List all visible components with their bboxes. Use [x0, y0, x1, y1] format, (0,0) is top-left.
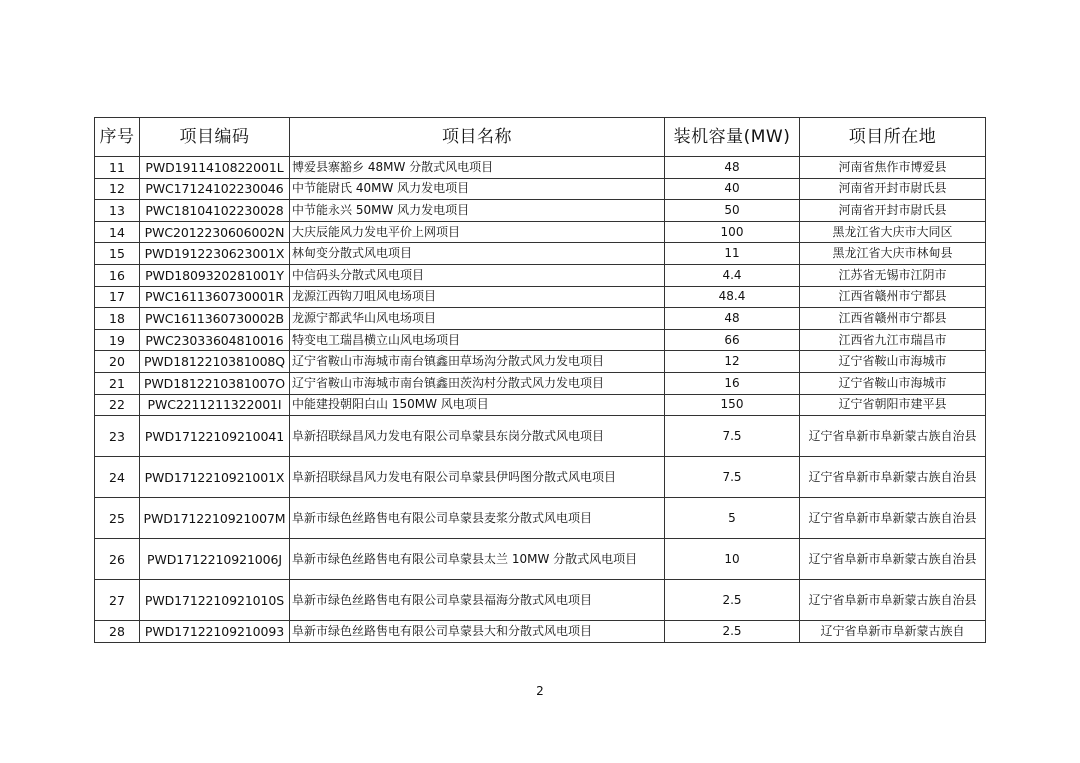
cell-index: 19 — [95, 329, 140, 351]
cell-project-name: 中节能尉氏 40MW 风力发电项目 — [290, 178, 665, 200]
cell-location: 辽宁省阜新市阜新蒙古族自治县 — [800, 539, 986, 580]
cell-capacity: 2.5 — [665, 621, 800, 643]
cell-location: 黑龙江省大庆市林甸县 — [800, 243, 986, 265]
table-row — [95, 351, 986, 373]
cell-index: 24 — [95, 457, 140, 498]
table-row — [95, 286, 986, 308]
table-header-row — [95, 118, 986, 157]
cell-index: 26 — [95, 539, 140, 580]
table-row — [95, 308, 986, 330]
table-row — [95, 394, 986, 416]
cell-capacity: 7.5 — [665, 416, 800, 457]
cell-location: 江西省九江市瑞昌市 — [800, 329, 986, 351]
cell-index: 28 — [95, 621, 140, 643]
cell-code: PWD1812210381007O — [140, 372, 290, 394]
cell-location: 辽宁省鞍山市海城市 — [800, 351, 986, 373]
cell-location: 江苏省无锡市江阴市 — [800, 264, 986, 286]
table-row — [95, 221, 986, 243]
cell-project-name: 中节能永兴 50MW 风力发电项目 — [290, 200, 665, 222]
cell-index: 13 — [95, 200, 140, 222]
cell-code: PWC18104102230028 — [140, 200, 290, 222]
cell-project-name: 中能建投朝阳白山 150MW 风电项目 — [290, 394, 665, 416]
cell-index: 18 — [95, 308, 140, 330]
cell-location: 江西省赣州市宁都县 — [800, 308, 986, 330]
cell-project-name: 阜新市绿色丝路售电有限公司阜蒙县太兰 10MW 分散式风电项目 — [290, 539, 665, 580]
cell-index: 23 — [95, 416, 140, 457]
cell-location: 河南省开封市尉氏县 — [800, 200, 986, 222]
cell-code: PWD17122109210041 — [140, 416, 290, 457]
cell-capacity: 12 — [665, 351, 800, 373]
cell-index: 16 — [95, 264, 140, 286]
cell-capacity: 150 — [665, 394, 800, 416]
cell-project-name: 特变电工瑞昌横立山风电场项目 — [290, 329, 665, 351]
project-table — [94, 117, 986, 643]
cell-capacity: 100 — [665, 221, 800, 243]
cell-project-name: 龙源江西钩刀咀风电场项目 — [290, 286, 665, 308]
cell-location: 辽宁省阜新市阜新蒙古族自治县 — [800, 498, 986, 539]
cell-project-name: 阜新市绿色丝路售电有限公司阜蒙县麦浆分散式风电项目 — [290, 498, 665, 539]
header-capacity: 装机容量(MW) — [665, 118, 800, 157]
header-index: 序号 — [95, 118, 140, 157]
table-row — [95, 329, 986, 351]
cell-capacity: 7.5 — [665, 457, 800, 498]
cell-code: PWD1712210921006J — [140, 539, 290, 580]
table-row — [95, 498, 986, 539]
cell-project-name: 阜新招联绿昌风力发电有限公司阜蒙县东岗分散式风电项目 — [290, 416, 665, 457]
header-code: 项目编码 — [140, 118, 290, 157]
cell-project-name: 龙源宁都武华山风电场项目 — [290, 308, 665, 330]
cell-index: 12 — [95, 178, 140, 200]
cell-capacity: 2.5 — [665, 580, 800, 621]
table-row — [95, 457, 986, 498]
cell-location: 辽宁省阜新市阜新蒙古族自治县 — [800, 416, 986, 457]
cell-location: 黑龙江省大庆市大同区 — [800, 221, 986, 243]
table-row — [95, 243, 986, 265]
cell-capacity: 16 — [665, 372, 800, 394]
cell-index: 20 — [95, 351, 140, 373]
cell-index: 11 — [95, 157, 140, 179]
cell-capacity: 48.4 — [665, 286, 800, 308]
page-number: 2 — [536, 684, 544, 698]
cell-location: 江西省赣州市宁都县 — [800, 286, 986, 308]
cell-index: 25 — [95, 498, 140, 539]
cell-capacity: 48 — [665, 308, 800, 330]
cell-capacity: 48 — [665, 157, 800, 179]
table-row — [95, 264, 986, 286]
cell-code: PWD1912230623001X — [140, 243, 290, 265]
cell-index: 27 — [95, 580, 140, 621]
cell-code: PWD1712210921001X — [140, 457, 290, 498]
table-row — [95, 539, 986, 580]
cell-index: 14 — [95, 221, 140, 243]
cell-capacity: 10 — [665, 539, 800, 580]
cell-code: PWC1611360730001R — [140, 286, 290, 308]
cell-capacity: 40 — [665, 178, 800, 200]
table-row — [95, 157, 986, 179]
cell-index: 17 — [95, 286, 140, 308]
cell-project-name: 中信码头分散式风电项目 — [290, 264, 665, 286]
cell-capacity: 11 — [665, 243, 800, 265]
cell-location: 辽宁省鞍山市海城市 — [800, 372, 986, 394]
cell-project-name: 大庆辰能风力发电平价上网项目 — [290, 221, 665, 243]
cell-project-name: 阜新市绿色丝路售电有限公司阜蒙县福海分散式风电项目 — [290, 580, 665, 621]
cell-code: PWD1712210921010S — [140, 580, 290, 621]
cell-code: PWD1812210381008Q — [140, 351, 290, 373]
cell-project-name: 阜新招联绿昌风力发电有限公司阜蒙县伊吗图分散式风电项目 — [290, 457, 665, 498]
cell-location: 辽宁省朝阳市建平县 — [800, 394, 986, 416]
table-row — [95, 372, 986, 394]
cell-capacity: 4.4 — [665, 264, 800, 286]
header-name: 项目名称 — [290, 118, 665, 157]
cell-code: PWD1712210921007M — [140, 498, 290, 539]
cell-location: 辽宁省阜新市阜新蒙古族自治县 — [800, 457, 986, 498]
table-row — [95, 580, 986, 621]
cell-code: PWC2012230606002N — [140, 221, 290, 243]
cell-code: PWC17124102230046 — [140, 178, 290, 200]
table-row — [95, 178, 986, 200]
cell-code: PWC2211211322001I — [140, 394, 290, 416]
cell-project-name: 辽宁省鞍山市海城市南台镇鑫田茨沟村分散式风力发电项目 — [290, 372, 665, 394]
cell-code: PWD1809320281001Y — [140, 264, 290, 286]
table-row — [95, 200, 986, 222]
cell-location: 辽宁省阜新市阜新蒙古族自治县 — [800, 580, 986, 621]
cell-index: 21 — [95, 372, 140, 394]
cell-code: PWC1611360730002B — [140, 308, 290, 330]
cell-index: 22 — [95, 394, 140, 416]
table-row — [95, 416, 986, 457]
cell-code: PWC23033604810016 — [140, 329, 290, 351]
cell-location: 河南省开封市尉氏县 — [800, 178, 986, 200]
cell-location: 辽宁省阜新市阜新蒙古族自 — [800, 621, 986, 643]
cell-capacity: 5 — [665, 498, 800, 539]
cell-capacity: 50 — [665, 200, 800, 222]
cell-project-name: 阜新市绿色丝路售电有限公司阜蒙县大和分散式风电项目 — [290, 621, 665, 643]
table-body — [95, 157, 986, 643]
cell-project-name: 辽宁省鞍山市海城市南台镇鑫田草场沟分散式风力发电项目 — [290, 351, 665, 373]
cell-code: PWD1911410822001L — [140, 157, 290, 179]
cell-code: PWD17122109210093 — [140, 621, 290, 643]
cell-index: 15 — [95, 243, 140, 265]
cell-location: 河南省焦作市博爱县 — [800, 157, 986, 179]
cell-project-name: 林甸变分散式风电项目 — [290, 243, 665, 265]
header-location: 项目所在地 — [800, 118, 986, 157]
cell-capacity: 66 — [665, 329, 800, 351]
table-row — [95, 621, 986, 643]
cell-project-name: 博爱县寨豁乡 48MW 分散式风电项目 — [290, 157, 665, 179]
